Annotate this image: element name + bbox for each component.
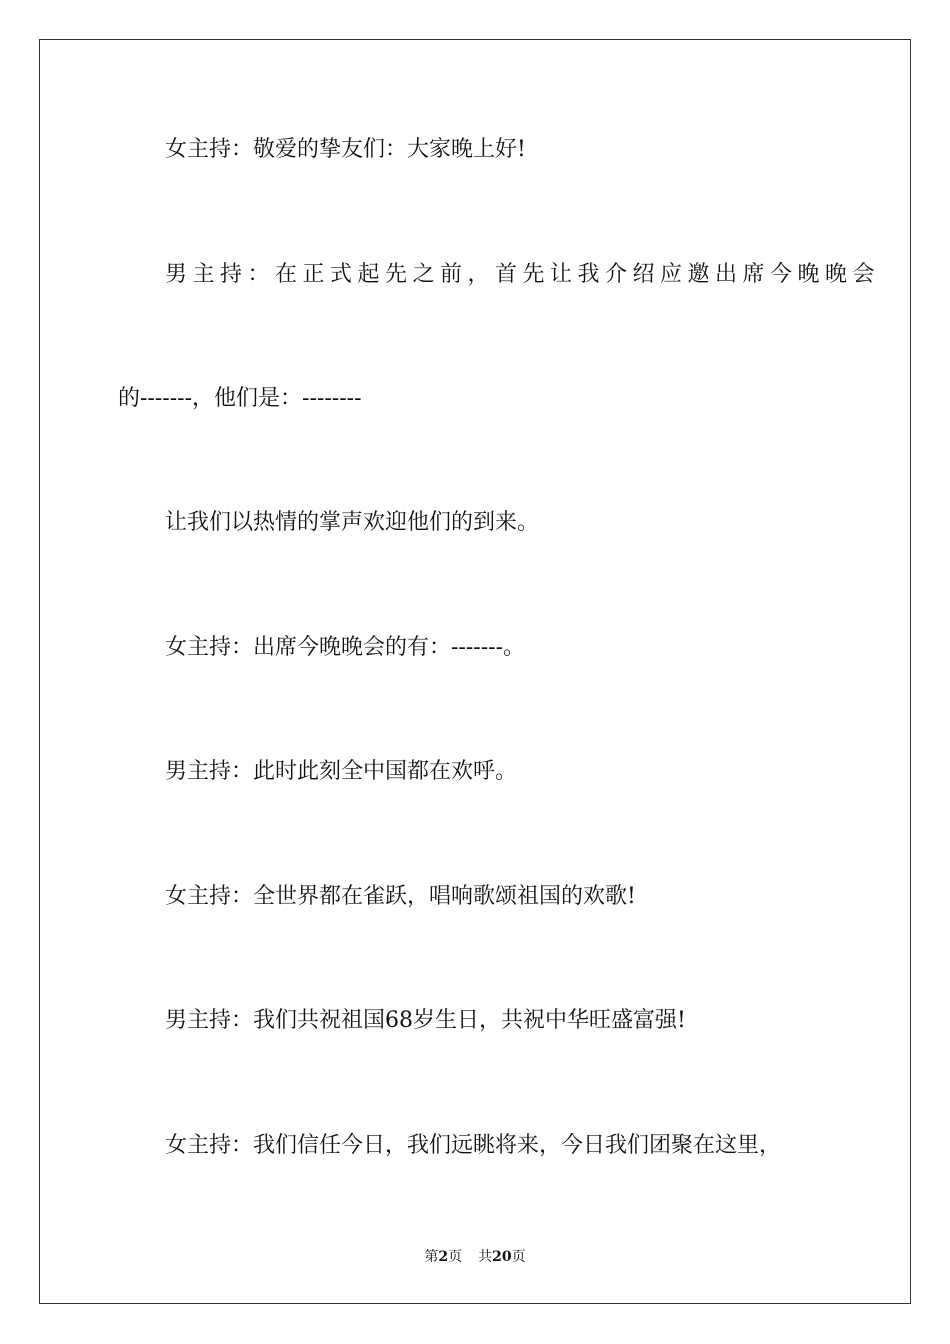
text-line-2: 男主持：在正式起先之前，首先让我介绍应邀出席今晚晚会: [165, 262, 881, 287]
text-line-1: 女主持：敬爱的挚友们：大家晚上好!: [165, 137, 526, 162]
footer-page-total: 20: [492, 1249, 512, 1265]
text-line-6: 男主持：此时此刻全中国都在欢呼。: [165, 759, 518, 784]
page-frame: [39, 39, 911, 1304]
text-line-9: 女主持：我们信任今日，我们远眺将来，今日我们团聚在这里，: [165, 1133, 782, 1158]
footer-page-prefix: 第: [424, 1249, 439, 1265]
page-footer: [0, 1247, 950, 1267]
text-line-7: 女主持：全世界都在雀跃，唱响歌颂祖国的欢歌!: [165, 884, 636, 909]
text-line-8: 男主持：我们共祝祖国68岁生日，共祝中华旺盛富强!: [165, 1008, 686, 1033]
text-line-4: 让我们以热情的掌声欢迎他们的到来。: [165, 510, 540, 535]
footer-total-prefix: 共: [478, 1249, 493, 1265]
text-line-5: 女主持：出席今晚晚会的有：-------。: [165, 635, 526, 660]
footer-total-unit: 页: [511, 1249, 526, 1265]
text-line-3: 的-------，他们是：--------: [118, 386, 362, 411]
footer-page-current: 2: [438, 1249, 449, 1265]
footer-page-unit: 页: [448, 1249, 463, 1265]
